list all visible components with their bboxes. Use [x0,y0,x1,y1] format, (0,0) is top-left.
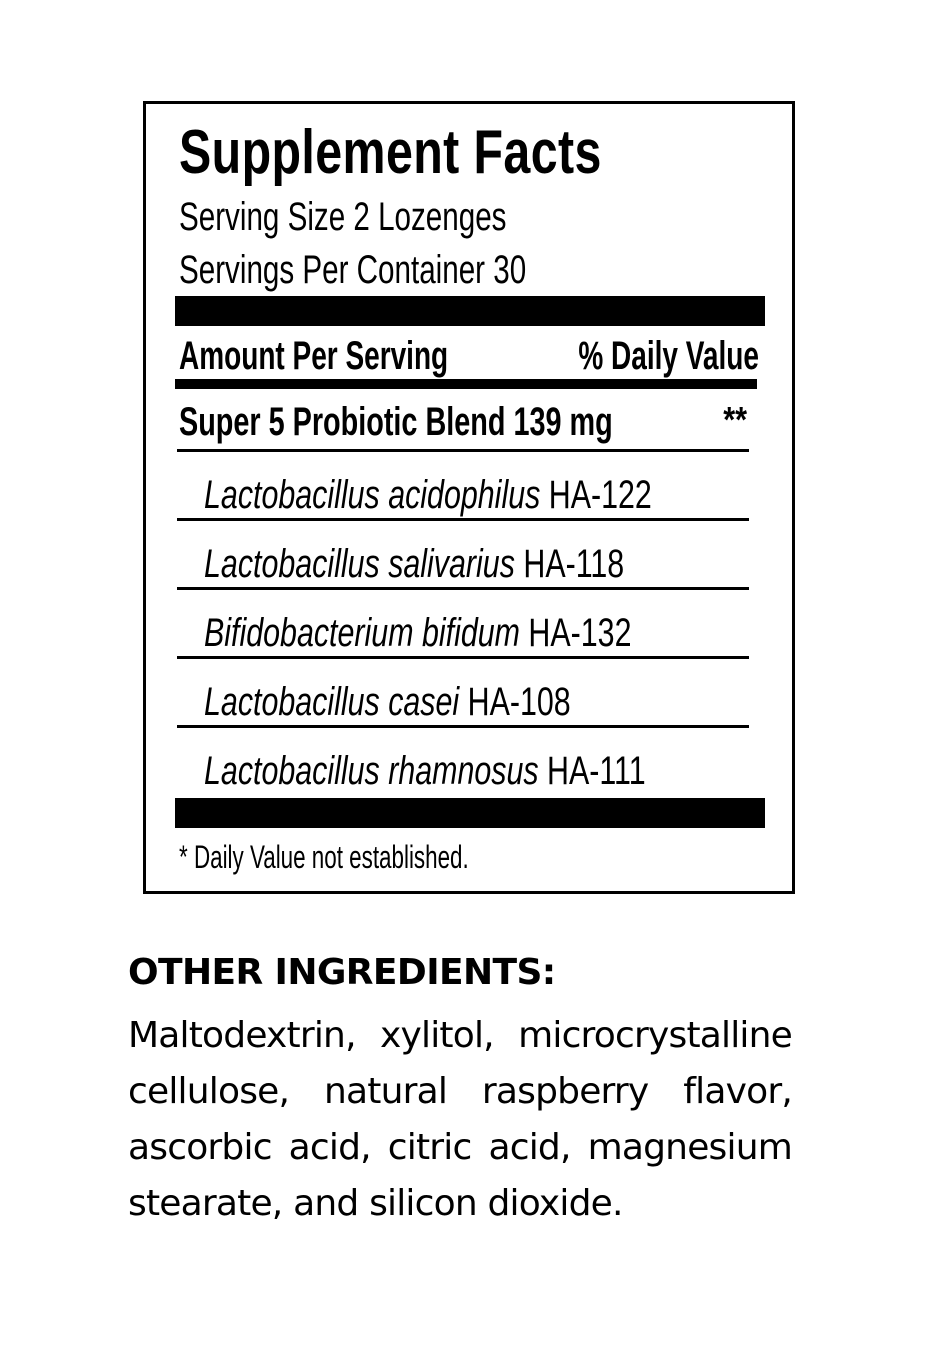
row-divider [177,587,749,590]
strain-code: HA-111 [547,749,646,793]
other-ingredients-heading: OTHER INGREDIENTS: [128,952,556,993]
panel-title: Supplement Facts [179,118,602,187]
daily-value-footnote: * Daily Value not established. [179,839,469,875]
supplement-facts-panel [143,101,795,894]
thick-divider-top [175,296,765,326]
serving-size: Serving Size 2 Lozenges [179,195,507,239]
medium-divider [175,379,757,389]
strain-code: HA-122 [548,473,652,517]
strain-row [204,751,646,791]
servings-per-container: Servings Per Container 30 [179,248,527,292]
strain-species: Lactobacillus casei [204,680,460,724]
strain-species: Lactobacillus rhamnosus [204,749,539,793]
strain-row [204,475,652,515]
row-divider [177,449,749,452]
strain-code: HA-108 [467,680,571,724]
strain-row [204,682,571,722]
strain-code: HA-132 [528,611,632,655]
amount-per-serving-header: Amount Per Serving [179,334,449,378]
strain-species: Lactobacillus salivarius [204,542,515,586]
strain-code: HA-118 [523,542,625,586]
strain-row [204,544,624,584]
other-ingredients-text: Maltodextrin, xylitol, microcrystalline cellulose, natural raspberry flavor, ascorbic acid, citric acid, magnesium stearate, and silicon dioxide. [128,1015,792,1224]
row-divider [177,725,749,728]
blend-row [179,399,751,452]
blend-daily-value: ** [723,399,747,440]
row-divider [177,518,749,521]
column-header-row [179,336,759,378]
strain-row [204,613,632,653]
strain-species: Lactobacillus acidophilus [204,473,541,517]
daily-value-header: % Daily Value [578,334,759,378]
thick-divider-bottom [175,798,765,828]
strain-species: Bifidobacterium bifidum [204,611,520,655]
blend-name: Super 5 Probiotic Blend 139 mg [179,400,613,444]
row-divider [177,656,749,659]
